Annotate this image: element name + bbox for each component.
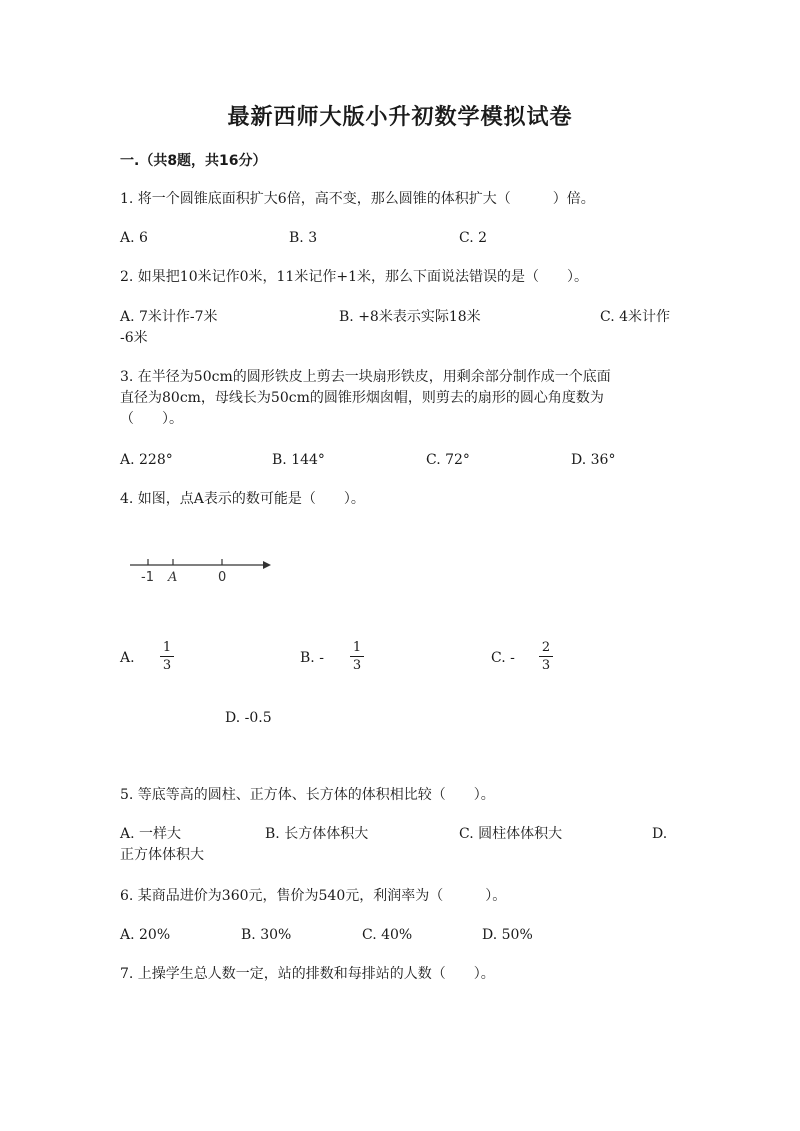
label-minus-one: -1 xyxy=(141,570,154,585)
fraction-numerator: 1 xyxy=(352,640,362,655)
q2-option-b: B. +8米表示实际18米 xyxy=(339,309,481,325)
question-5: 5. 等底等高的圆柱、正方体、长方体的体积相比较（ ）。 xyxy=(120,787,495,803)
q1-option-c: C. 2 xyxy=(459,230,488,246)
page-title: 最新西师大版小升初数学模拟试卷 xyxy=(227,105,573,130)
q1-option-b: B. 3 xyxy=(289,230,318,246)
fraction-bar xyxy=(160,656,174,657)
q2-option-c-continued: -6米 xyxy=(120,330,148,346)
question-3-line-3: （ ）。 xyxy=(120,411,183,427)
q6-option-b: B. 30% xyxy=(241,927,292,943)
q5-option-b: B. 长方体体积大 xyxy=(265,826,369,842)
q3-option-c: C. 72° xyxy=(426,452,470,468)
q4-option-a-label: A. xyxy=(120,650,135,666)
question-3-line-1: 3. 在半径为50cm的圆形铁皮上剪去一块扇形铁皮，用剩余部分制作成一个底面 xyxy=(120,369,611,385)
question-3-line-2: 直径为80cm，母线长为50cm的圆锥形烟囱帽，则剪去的扇形的圆心角度数为 xyxy=(120,390,604,406)
q5-option-c: C. 圆柱体体积大 xyxy=(459,826,563,842)
fraction-numerator: 2 xyxy=(541,640,551,655)
q4-option-b-fraction xyxy=(350,640,364,673)
q4-option-c-label: C. - xyxy=(491,650,515,666)
fraction-denominator: 3 xyxy=(352,658,362,673)
q5-option-d-continued: 正方体体积大 xyxy=(120,847,204,863)
q6-option-d: D. 50% xyxy=(482,927,533,943)
question-4: 4. 如图，点A表示的数可能是（ ）。 xyxy=(120,491,365,507)
q6-option-a: A. 20% xyxy=(120,927,171,943)
q4-option-d: D. -0.5 xyxy=(225,710,272,726)
q5-option-a: A. 一样大 xyxy=(120,826,182,842)
fraction-numerator: 1 xyxy=(162,640,172,655)
fraction-denominator: 3 xyxy=(162,658,172,673)
q4-option-b-label: B. - xyxy=(300,650,324,666)
q2-option-c: C. 4米计作 xyxy=(600,309,671,325)
q1-option-a: A. 6 xyxy=(120,230,148,246)
q4-option-c-fraction xyxy=(539,640,553,673)
number-line-figure xyxy=(125,553,275,585)
q5-option-d: D. xyxy=(652,826,668,842)
question-2: 2. 如果把10米记作0米，11米记作+1米，那么下面说法错误的是（ ）。 xyxy=(120,269,588,285)
fraction-denominator: 3 xyxy=(541,658,551,673)
question-6: 6. 某商品进价为360元，售价为540元，利润率为（ ）。 xyxy=(120,888,507,904)
fraction-bar xyxy=(350,656,364,657)
q3-option-a: A. 228° xyxy=(120,452,173,468)
fraction-bar xyxy=(539,656,553,657)
number-line-arrow xyxy=(263,561,271,569)
label-zero: 0 xyxy=(218,570,227,585)
question-7: 7. 上操学生总人数一定，站的排数和每排站的人数（ ）。 xyxy=(120,966,495,982)
section-heading: 一.（共8题，共16分） xyxy=(120,153,267,169)
q6-option-c: C. 40% xyxy=(362,927,413,943)
q2-option-a: A. 7米计作-7米 xyxy=(120,309,218,325)
q3-option-b: B. 144° xyxy=(272,452,325,468)
q3-option-d: D. 36° xyxy=(571,452,616,468)
label-point-a: A xyxy=(168,570,178,585)
q4-option-a-fraction xyxy=(160,640,174,673)
question-1: 1. 将一个圆锥底面积扩大6倍，高不变，那么圆锥的体积扩大（ ）倍。 xyxy=(120,191,595,207)
